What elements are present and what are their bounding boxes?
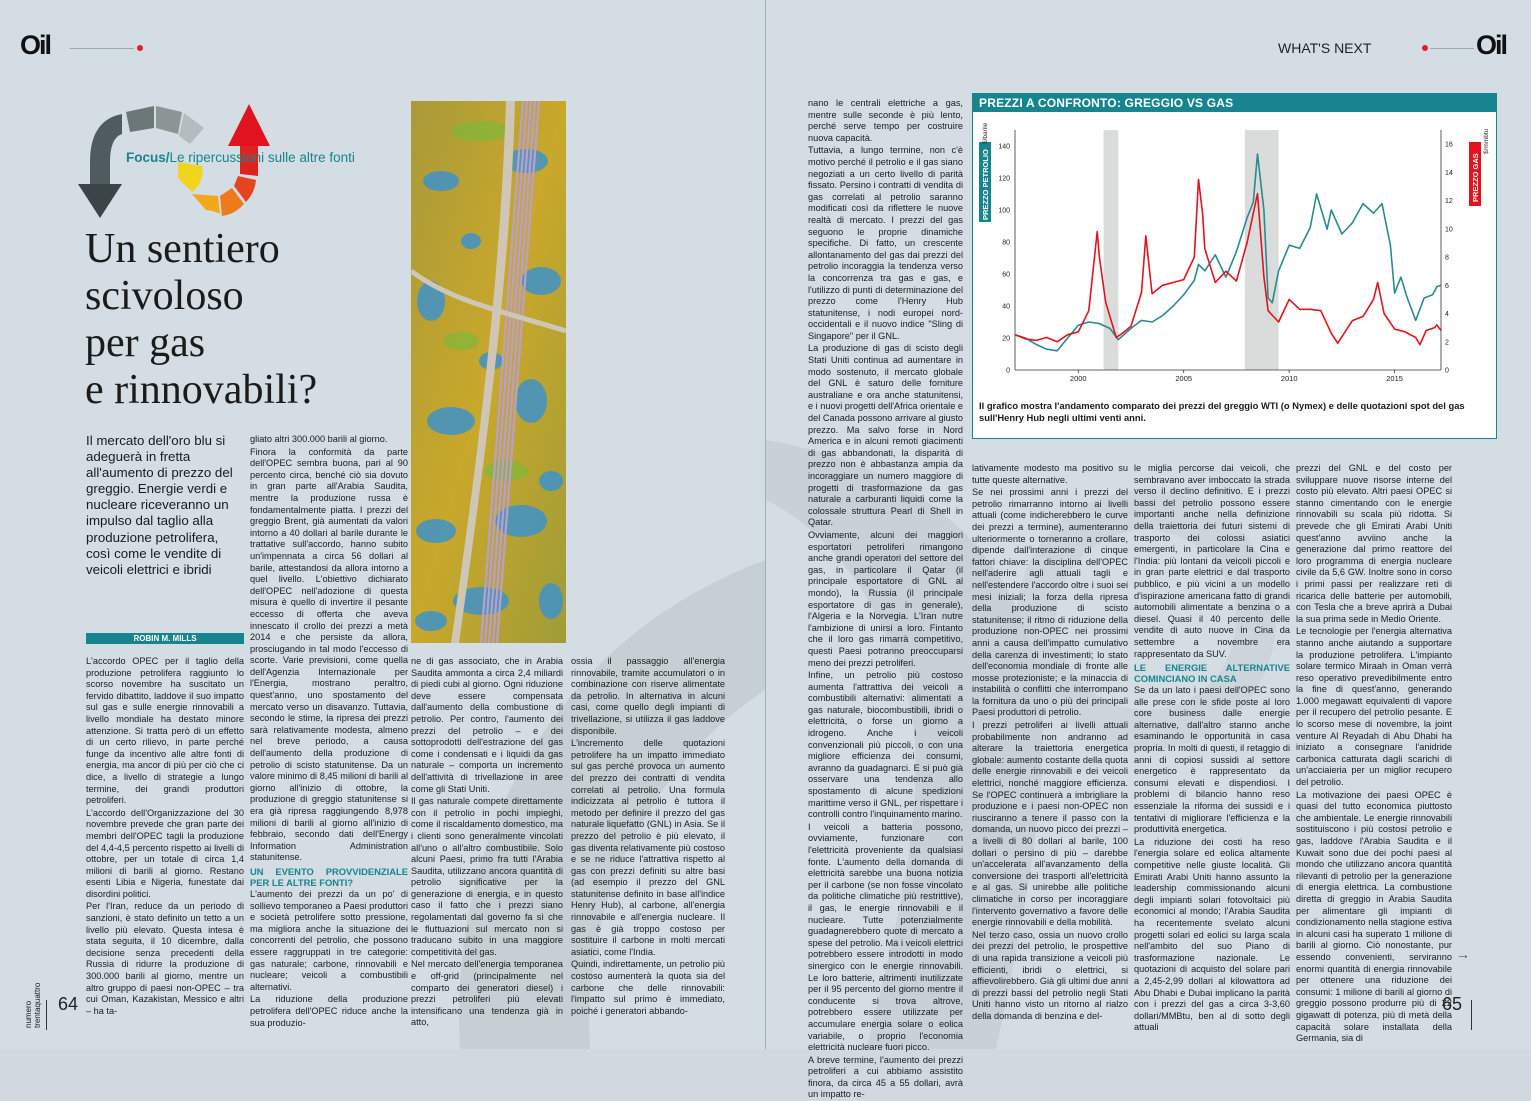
article-column-7	[1134, 463, 1290, 1033]
continue-arrow-icon: →	[1456, 946, 1470, 962]
paragraph: Finora la conformità da parte dell'OPEC sembra buona, pari al 90 percento circa, benché ciò sia dovuto in gran parte all'Arabia Saudita, mentre la produzione russa è fondamentalmente piatta. I prezzi del greggio Brent, già aumentati da valori intorno a 40 dollari al barile durante le trattative sull'accordo, hanno subito un'impennata a circa 56 dollari al barile, attestandosi da allora intorno a quel livello. L'obiettivo dichiarato dell'OPEC nell'adozione di questa misura è quello di invertire il pesante eccesso di offerta che aveva innescato il crollo dei prezzi a metà 2014 e che persiste da allora, prosciugando in tal modo l'eccesso di scorte. Varie previsioni, come quella dell'Agenzia Internazionale per l'Energia, mostrano peraltro, quest'anno, uno spostamento del mercato verso un disavanzo. Tuttavia, secondo le stime, la ripresa dei prezzi sarà relativamente modesta, almeno nel breve periodo, a causa dell'aumento della produzione di petrolio di scisto statunitense. Da un valore minimo di 8,45 milioni di barili al giorno all'inizio di ottobre, la produzione di greggio statunitense si era già ripresa raggiungendo 8,978 milioni di barili al giorno all'inizio di febbraio, secondo dati dell'Energy Information Administration statunitense.	[250, 446, 408, 863]
paragraph: Se nei prossimi anni i prezzi del petrolio rimarranno intorno ai livelli attuali (come indicherebbero le curve dei prezzi a termine), aumenteranno ulteriormente o torneranno a crollare, dipende dall'interazione di cinque fattori chiave: la disciplina dell'OPEC nell'aderire agli attuali tagli e nell'estendere l'accordo oltre i suoi sei mesi iniziali; la forza della ripresa della produzione di scisto statunitense; il ritmo di riduzione della produzione non-OPEC nei prossimi anni a causa dell'impatto cumulativo della carenza di investimenti; lo stato dell'economia mondiale di fronte alle mosse protezioniste; e la minaccia di instabilità o conflitti che interrompano la fornitura da uno o più dei principali Paesi produttori di petrolio.	[972, 487, 1128, 718]
left-tick-label: 20	[1002, 335, 1010, 343]
chart-box	[972, 93, 1497, 439]
right-tick-label: 6	[1445, 282, 1449, 290]
paragraph: ne di gas associato, che in Arabia Saudita ammonta a circa 2,4 miliardi di piedi cubi al giorno. Ogni riduzione deve essere compensata dall'aumento della combustione di petrolio. Per contro, l'aumento dei prezzi del petrolio – e dei sottoprodotti dell'estrazione del gas come i condensati e i liquidi da gas naturale – comporta un incremento dell'attività di trivellazione in aree come gli Stati Uniti.	[411, 656, 563, 794]
right-page	[766, 0, 1531, 1100]
paragraph: La riduzione dei costi ha reso l'energia solare ed eolica altamente competitive nelle giuste località. Gli Emirati Arabi Uniti hanno assunto la leadership commissionando alcuni degli impianti solari fotovoltaici più economici al mondo; l'Arabia Saudita ha recentemente svelato alcuni progetti solari ed eolici su larga scala nell'ambito del suo Piano di trasformazione nazionale. Le quotazioni di acquisto del solare pari a 2,45-2,99 dollari al kilowattora ad Abu Dhabi e Dubai implicano la parità con i prezzi del gas a circa 3-3,60 dollari/MMBtu, ben al di sotto degli attuali	[1134, 836, 1290, 1033]
paragraph: Nel terzo caso, ossia un nuovo crollo dei prezzi del petrolio, le prospettive di una rapida transizione a veicoli più efficienti, ibridi o elettrici, si affievolirebbero. Già gli ultimi due anni di prezzi bassi del petrolio negli Stati Uniti hanno visto un ritorno al rialzo della domanda di benzina e del-	[972, 929, 1128, 1021]
header-rule	[70, 48, 134, 49]
right-tick-label: 0	[1445, 367, 1449, 375]
paragraph: L'accordo dell'Organizzazione del 30 novembre prevede che gran parte dei membri dell'OPEC tagli la produzione del 4,4-4,5 percento rispetto ai livelli di ottobre, per un totale di circa 1,4 milioni di barili al giorno. Restano esenti Libia e Nigeria, funestate dai disordini politici.	[86, 807, 244, 899]
chart-caption: Il grafico mostra l'andamento comparato dei prezzi del greggio WTI (o Nymex) e delle quotazioni spot del gas sull'Henry Hub negli ultimi venti anni.	[979, 400, 1465, 423]
section-dot	[1422, 45, 1428, 51]
paragraph: Ovviamente, alcuni dei maggiori esportatori petroliferi rimangono anche grandi operatori del settore del gas, in particolare il Qatar (il principale esportatore di GNL al mondo), la Russia (il principale esportatore di gas in generale), l'Algeria e la Norvegia. L'Iran nutre l'ambizione di unirsi a loro. Fintanto che il loro gas rimarrà competitivo, questi Paesi potranno preoccuparsi meno dei prezzi petroliferi.	[808, 529, 963, 668]
article-column-8	[1296, 463, 1452, 1044]
article-column-6	[972, 463, 1128, 1021]
subheading: LE ENERGIE ALTERNATIVE COMINCIANO IN CASA	[1134, 662, 1290, 685]
left-tick-label: 100	[998, 207, 1010, 215]
left-tick-label: 60	[1002, 271, 1010, 279]
article-column-2	[250, 434, 408, 1028]
standfirst: Il mercato dell'oro blu si adeguerà in fretta all'aumento di prezzo del greggio. Energie verdi e nucleare riceveranno un impulso dal taglio alla produzione petrolifera, così come le vendite di veicoli elettrici e ibridi	[86, 433, 233, 577]
article-column-5	[808, 98, 963, 1100]
paragraph: Nel mercato dell'energia temporanea e off-grid (principalmente nel comparto dei generatori diesel) i prezzi petroliferi più elevati intensificano una tendenza già in atto,	[411, 959, 563, 1028]
paragraph: La riduzione della produzione petrolifera dell'OPEC riduce anche la sua produzio-	[250, 994, 408, 1028]
focus-kicker	[126, 150, 355, 165]
paragraph: La produzione di gas di scisto degli Stati Uniti continua ad aumentare in modo sostenuto, il mercato globale del GNL è saturo delle forniture australiane e ora anche statunitensi, e i nuovi progetti dell'Africa orientale e del Canada possono arrivare al giusto prezzo. Ma salvo forse in Nord America e in alcuni remoti giacimenti di gas abbandonati, la disparità di prezzo non è abbastanza ampia da incoraggiare un numero maggiore di progetti di trasformazione da gas naturale a carburanti liquidi come la colossale struttura Pearl di Shell in Qatar.	[808, 343, 963, 528]
right-tick-label: 2	[1445, 339, 1449, 347]
paragraph: ossia il passaggio all'energia rinnovabile, tramite accumulatori o in combinazione con riserve alimentate da petrolio. In alternativa in alcuni casi, come quello degli impianti di trivellazione, si utilizza il gas laddove disponibile.	[571, 656, 725, 736]
right-tick-label: 8	[1445, 254, 1449, 262]
page-number: 64	[58, 994, 79, 1014]
headline-line-4: e rinnovabili?	[85, 367, 318, 413]
paragraph: lativamente modesto ma positivo su tutte queste alternative.	[972, 463, 1128, 485]
magazine-logo: Oil	[1476, 30, 1507, 60]
paragraph: Quindi, indirettamente, un petrolio più costoso aumenterà la quota sia del carbone che delle rinnovabili: l'impatto sul primo è immediato, poiché i generatori abbando-	[571, 959, 725, 1016]
paragraph: L'incremento delle quotazioni petrolifere ha un impatto immediato sul gas perché provoca un aumento del prezzo dei contratti di vendita correlati al petrolio. Una formula indicizzata al petrolio è tuttora il metodo per definire il prezzo del gas naturale liquefatto (GNL) in Asia. Se il prezzo del petrolio è più elevato, il gas diventa relativamente più costoso e se ne riduce l'attrattiva rispetto al gas con prezzi definiti su altre basi (ad esempio il prezzo del GNL statunitense definito in base all'indice Henry Hub), al carbone, all'energia rinnovabile e all'energia nucleare. Il gas è già troppo costoso per sostituire il carbone in molti mercati asiatici, come l'India.	[571, 738, 725, 957]
paragraph: A breve termine, l'aumento dei prezzi petroliferi a cui abbiamo assistito finora, da circa 45 a 55 dollari, avrà un impatto re-	[808, 1054, 963, 1100]
article-column-1	[86, 656, 244, 1016]
oil-price-line	[1015, 154, 1441, 351]
price-chart	[973, 112, 1496, 392]
left-axis-label: PREZZO PETROLIO	[981, 149, 990, 220]
left-tick-label: 140	[998, 143, 1010, 151]
x-tick-label: 2010	[1280, 374, 1298, 383]
x-tick-label: 2000	[1069, 374, 1087, 383]
section-label: WHAT'S NEXT	[1278, 40, 1372, 56]
issue-label-wrap	[24, 968, 42, 1028]
left-axis-unit: $/barile	[982, 122, 989, 144]
focus-title: Le ripercussioni sulle altre fonti	[169, 150, 355, 165]
right-tick-label: 10	[1445, 226, 1453, 234]
headline-line-3: per gas	[85, 320, 206, 366]
header-rule	[1430, 48, 1474, 49]
focus-arrows-graphic	[82, 100, 302, 230]
headline	[85, 226, 317, 414]
paragraph: L'aumento dei prezzi da un po' di sollievo temporaneo a Paesi produttori e società petrolifere sotto pressione, ma migliora anche la situazione dei concorrenti del petrolio, che possono essere raggruppati in tre categorie: gas naturale; carbone, rinnovabili e nucleare; veicoli a combustibili alternativi.	[250, 888, 408, 992]
logo-dot	[137, 45, 143, 51]
footer-divider	[1471, 1000, 1472, 1030]
chart-title: PREZZI A CONFRONTO: GREGGIO VS GAS	[973, 94, 1496, 112]
right-tick-label: 16	[1445, 141, 1453, 149]
article-column-4	[571, 656, 725, 1016]
paragraph: Infine, un petrolio più costoso aumenta l'attrattiva dei veicoli a combustibili alternativi: alimentati a gas naturale, biocombustibili, ibridi o elettricità, o forse un giorno a idrogeno. Anche i veicoli convenzionali più piccoli, o con una migliore efficienza dei consumi, avranno da guadagnarci. E si può già osservare una tendenza allo spostamento di alcune spedizioni marittime verso il GNL, per rispettare i controlli contro l'inquinamento marino.	[808, 670, 963, 820]
paragraph: Tuttavia, a lungo termine, non c'è motivo perché il petrolio e il gas siano negoziati a un certo livello di parità fissato. Persino i contratti di vendita di gas correlati al petrolio saranno modificati così da riflettere le nuove realtà di mercato. I prezzi del gas seguono le proprie dinamiche specifiche. Di fatto, un crescente allontanamento del gas dai prezzi del petrolio incoraggia la tendenza verso la concorrenza tra gas e gas, e l'utilizzo di punti di determinazione del prezzo come l'Henry Hub statunitense, i nodi europei nord-occidentali e il nuovo indice "Sling di Singapore" per il GNL.	[808, 145, 963, 341]
left-tick-label: 80	[1002, 239, 1010, 247]
aerial-pipeline-photo	[411, 101, 566, 643]
subheading: UN EVENTO PROVVIDENZIALE PER LE ALTRE FONTI?	[250, 865, 408, 888]
headline-line-2: scivoloso	[85, 273, 244, 319]
left-tick-label: 120	[998, 175, 1010, 183]
right-tick-label: 14	[1445, 169, 1453, 177]
paragraph: I prezzi petroliferi ai livelli attuali probabilmente non andranno ad alterare la traiettoria energetica globale: aumento costante della quota delle energie rinnovabili e dei veicoli elettrici, nonché maggiore efficienza. Se l'OPEC continuerà a imbrigliare la produzione e i paesi non-OPEC non riusciranno a tenere il passo con la domanda, un nuovo picco dei prezzi – a livelli di 80 dollari al barile, 100 dollari o persino di più – darebbe un'accelerata all'avanzamento della conversione dei trasporti all'elettricità e al gas. Si unirebbe alle politiche climatiche in corso per incoraggiare l'intervento governativo a favore delle energie rinnovabili e della mobilità.	[972, 720, 1128, 928]
left-page	[0, 0, 765, 1049]
focus-label: Focus/	[126, 150, 170, 165]
right-tick-label: 12	[1445, 198, 1453, 206]
x-tick-label: 2005	[1175, 374, 1193, 383]
paragraph: Le tecnologie per l'energia alternativa stanno anche aiutando a supportare la produzione petrolifera. L'impianto solare termico Miraah in Oman verrà reso operativo prevedibilmente entro la fine di quest'anno, generando 1.000 megawatt equivalenti di vapore per il recupero del petrolio pesante. E lo scorso mese di novembre, la joint venture Al Reyadah di Abu Dhabi ha iniziato a consegnare l'anidride carbonica catturata dagli scarichi di un'acciaieria per un miglior recupero del petrolio.	[1296, 626, 1452, 788]
issue-label: numero trentaquattro	[24, 982, 42, 1028]
right-axis-label: PREZZO GAS	[1471, 153, 1480, 202]
paragraph: gliato altri 300.000 barili al giorno.	[250, 434, 388, 444]
paragraph: Per l'Iran, reduce da un periodo di sanzioni, è stato definito un tetto a un livello più elevato. Questa intesa è stata seguita, il 10 dicembre, dalla decisione senza precedenti della Russia di ridurre la produzione di 300.000 barili al giorno, mentre un altro gruppo di paesi non-OPEC – tra cui Oman, Kazakistan, Messico e altri – ha ta-	[86, 901, 244, 1016]
footer-divider	[46, 1000, 47, 1030]
author-byline: ROBIN M. MILLS	[86, 633, 244, 644]
paragraph: L'accordo OPEC per il taglio della produzione petrolifera raggiunto lo scorso novembre ha suscitato un fervido dibattito, laddove il suo impatto sul gas e sulle energie rinnovabili a livello mondiale ha destato minore attenzione. Si tratta però di un effetto di un certo rilievo, in parte perché funge da incentivo alle altre fonti di energia, ma ancor di più per ciò che ci dice, a livello di strategie a lungo termine, dei grandi produttori petroliferi.	[86, 656, 244, 806]
paragraph: I veicoli a batteria possono, ovviamente, funzionare con l'elettricità proveniente da qualsiasi fonte. L'aumento della domanda di elettricità sarebbe una buona notizia per il carbone (se non fosse vincolato da politiche climatiche più restrittive), il gas, le energie rinnovabili e il nucleare. Tutte potenzialmente guadagnerebbero quote di mercato a spese del petrolio. Ma i veicoli elettrici potrebbero essere introdotti in modo sinergico con le energie rinnovabili. Le loro batterie, altrimenti inutilizzate per il 95 percento del giorno mentre il conducente si trova altrove, potrebbero essere utilizzate per accumulare energia solare o eolica variabile, o proprio l'economia elettricità nucleare fuori picco.	[808, 821, 963, 1053]
paragraph: prezzi del GNL e del costo per sviluppare nuove risorse interne del costo più elevato. Altri paesi OPEC si stanno cimentando con le energie rinnovabili su scala più ridotta. Si prevede che gli Emirati Arabi Uniti quest'anno avviino anche la generazione dal primo reattore del loro programma di energia nucleare civile da 5,6 GW. Inoltre sono in corso i primi passi per realizzare reti di ricarica delle batterie per automobili, con Tesla che a breve aprirà a Dubai la sua prima sede in Medio Oriente.	[1296, 463, 1452, 624]
paragraph: nano le centrali elettriche a gas, mentre sulle seconde è più lento, perché serve tempo per costruire nuova capacità.	[808, 98, 963, 143]
recession-band	[1104, 130, 1119, 370]
right-tick-label: 4	[1445, 311, 1449, 319]
paragraph: Se da un lato i paesi dell'OPEC sono alle prese con le sfide poste al loro core business dalle energie alternative, dall'altro stanno anche esaminando le opportunità in casa propria. In molti di questi, il retaggio di anni di copiosi sussidi al settore energetico è rappresentato da consumi elevati e dispendiosi. I problemi di bilancio hanno reso essenziale la riforma dei sussidi e i tentativi di migliorare l'efficienza e la produttività energetica.	[1134, 685, 1290, 835]
paragraph: Il gas naturale compete direttamente con il petrolio in pochi impieghi, come il riscaldamento domestico, ma i clienti sono generalmente vincolati all'uno o all'altro combustibile. Solo alcuni Paesi, primo fra tutti l'Arabia Saudita, utilizzano ancora quantità di petrolio significative per la generazione di energia, e in questo caso il fatto che i prezzi siano regolamentati dal governo fa sì che le fluttuazioni sul mercato non si traducano subito in una maggiore competitività del gas.	[411, 796, 563, 957]
x-tick-label: 2015	[1386, 374, 1403, 383]
right-axis-unit: $/mmbtu	[1483, 128, 1490, 154]
left-tick-label: 0	[1006, 367, 1010, 375]
paragraph: La motivazione dei paesi OPEC è quasi del tutto economica piuttosto che ambientale. Le energie rinnovabili sostituiscono i più costosi petrolio e gas, laddove l'Arabia Saudita e il Kuwait sono due dei pochi paesi al mondo che utilizzano ancora quantità rilevanti di petrolio per la generazione di energia elettrica. La combustione diretta di greggio in Arabia Saudita per alimentare gli impianti di condizionamento nella stagione estiva in alcuni casi ha superato 1 milione di barili al giorno. Ciò nonostante, pur essendo convenienti, serviranno enormi quantità di energia rinnovabile per ottenere una riduzione dei consumi: 1 milione di barili al giorno di greggio possono produrre più di 22 gigawatt di potenza, più di metà della capacità solare installata della Germania, sia di	[1296, 789, 1452, 1044]
headline-line-1: Un sentiero	[85, 226, 280, 272]
article-column-3	[411, 656, 563, 1028]
paragraph: le miglia percorse dai veicoli, che sembravano aver imboccato la strada verso il declino definitivo. E i prezzi bassi del petrolio possono essere importanti anche nella definizione della traiettoria dei futuri sistemi di trasporto dei colossi asiatici emergenti, in particolare la Cina e l'India: più lontani da veicoli piccoli e in gran parte elettrici e dal trasporto pubblico, e più vicini a un modello d'ispirazione americana fatto di grandi automobili alimentate a benzina o a diesel. Quasi il 40 percento delle vendite di auto nuove in Cina da settembre a novembre era rappresentato da SUV.	[1134, 463, 1290, 659]
page-number: 65	[1442, 994, 1463, 1014]
left-tick-label: 40	[1002, 303, 1010, 311]
gas-price-line	[1015, 179, 1441, 344]
magazine-logo: Oil	[20, 30, 51, 60]
